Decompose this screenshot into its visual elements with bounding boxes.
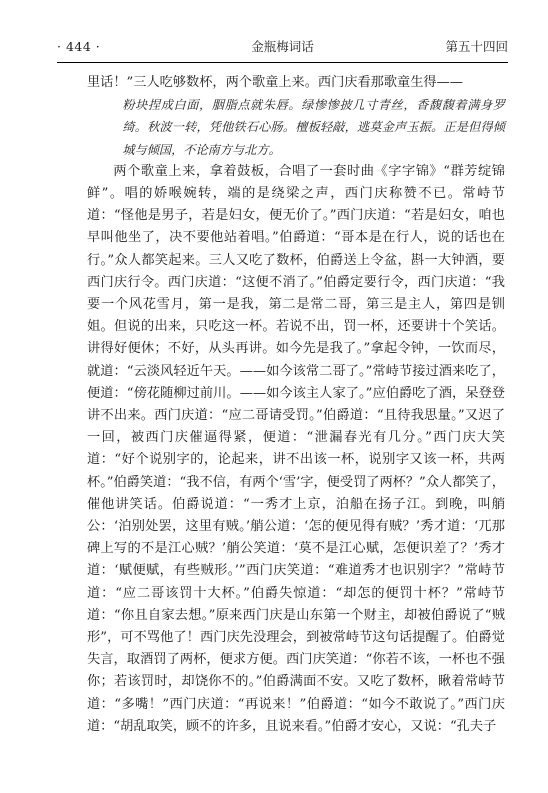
- paragraph-main: 两个歌童上来，拿着鼓板，合唱了一套时曲《字字锦》“群芳绽锦鲜”。唱的娇喉婉转，端的是绕梁之声，西门庆称赞不已。常峙节道：“怪他是男子，若是妇女，便无价了。”西门庆道：“若是妇女，咱也早叫他坐了，决不要他站着唱。”伯爵道：“哥本是在行人，说的话也在行。”众人都笑起来。三人又吃了数杯，伯爵送上令盆，斟一大钟酒，要西门庆行令。西门庆道：“这便不消了。”伯爵定要行令，西门庆道：“我要一个风花雪月，第一是我，第二是常二哥，第三是主人，第四是钏姐。但说的出来，只吃这一杯。若说不出，罚一杯，还要讲十个笑话。讲得好便休；不好，从头再讲。如今先是我了。”拿起令钟，一饮而尽，就道：“云淡风轻近午天。——如今该常二哥了。”常峙节接过酒来吃了，便道：“傍花随柳过前川。——如今该主人家了。”应伯爵吃了酒，呆登登讲不出来。西门庆道：“应二哥请受罚。”伯爵道：“且待我思量。”又迟了一回，被西门庆催逼得紧，便道：“泄漏春光有几分。”西门庆大笑道：“好个说别字的，论起来，讲不出该一杯，说别字又该一杯，共两杯。”伯爵笑道：“我不信，有两个‘雪’字，便受罚了两杯？”众人都笑了，催他讲笑话。伯爵说道：“一秀才上京，泊船在扬子江。到晚，叫艄公：‘泊别处罢，这里有贼。’艄公道：‘怎的便见得有贼？’秀才道：‘兀那碑上写的不是江心贼？’艄公笑道：‘莫不是江心赋，怎便识差了？’秀才道：‘赋便赋，有些贼形。’”西门庆笑道：“难道秀才也识别字？”常峙节道：“应二哥该罚十大杯。”伯爵失惊道：“却怎的便罚十杯？”常峙节道：“你且自家去想。”原来西门庆是山东第一个财主，却被伯爵说了“贼形”，可不骂他了！西门庆先没理会，到被常峙节这句话提醒了。伯爵觉失言，取酒罚了两杯，便求方便。西门庆笑道：“你若不该，一杯也不强你；若该罚时，却饶你不的。”伯爵满面不安。又吃了数杯，瞅着常峙节道：“多嘴！”西门庆道：“再说来！”伯爵道：“如今不敢说了。”西门庆道：“胡乱取笑，顾不的许多，且说来看。”伯爵才安心，又说：“孔夫子: [87, 163, 505, 734]
- paragraph-intro: 里话！”三人吃够数杯，两个歌童上来。西门庆看那歌童生得——: [87, 75, 463, 90]
- page-number: · 444 ·: [57, 39, 101, 54]
- verse-block: 粉块捏成白面，胭脂点就朱唇。绿惨惨披几寸青丝，香馥馥着满身罗绮。秋波一转，凭他铁石心肠。檀板轻敲，逃莫金声玉振。正是但得倾城与倾国，不论南方与北方。: [122, 98, 505, 157]
- chapter-label: 第五十四回: [445, 39, 508, 54]
- body-text: [87, 72, 505, 738]
- running-header: [57, 36, 508, 58]
- header-rule: [57, 62, 508, 63]
- book-title: 金瓶梅词话: [251, 39, 314, 54]
